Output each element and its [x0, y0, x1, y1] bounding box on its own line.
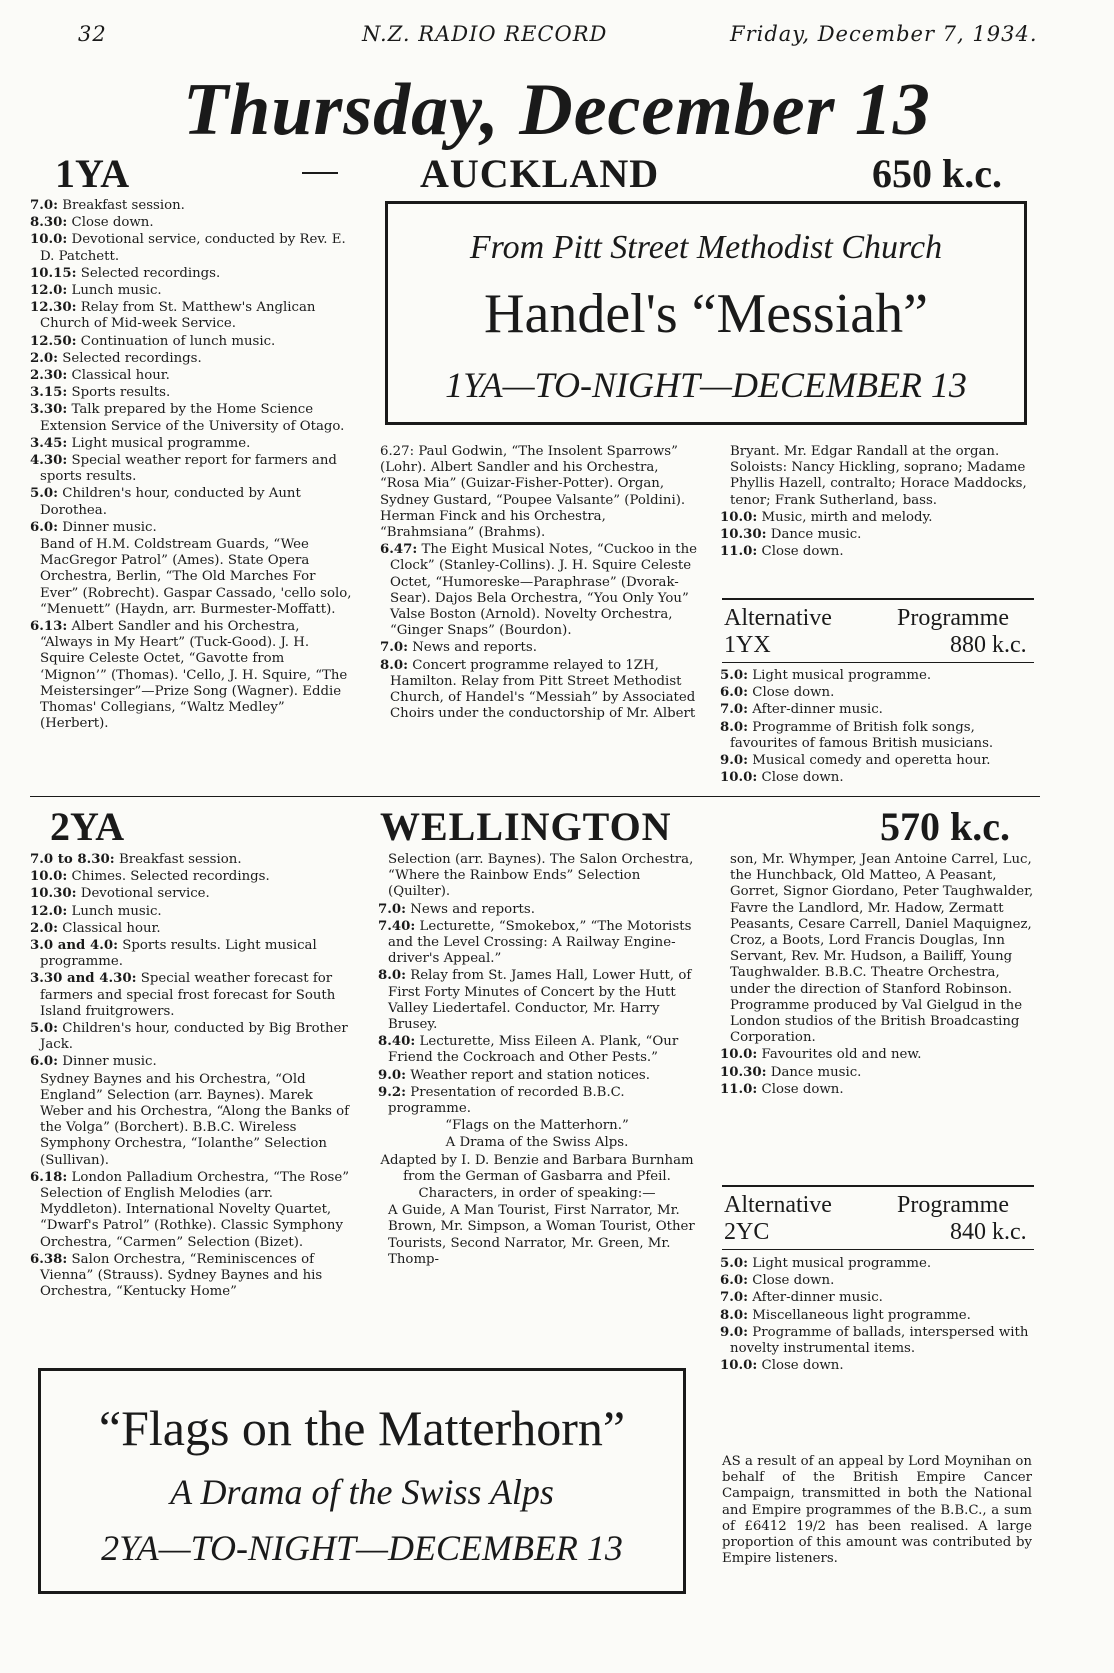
matterhorn-box-line1: “Flags on the Matterhorn” — [98, 1400, 626, 1456]
schedule-desc: Light musical programme. — [752, 668, 932, 683]
dash-rule — [302, 172, 338, 174]
schedule-desc: Sports results. — [71, 385, 171, 401]
schedule-item — [380, 640, 698, 656]
schedule-item — [30, 215, 355, 231]
schedule-desc: Close down. — [752, 1273, 835, 1289]
schedule-time: 10.30: — [720, 1064, 767, 1080]
bbc-appeal-note: AS a result of an appeal by Lord Moynihan on behalf of the British Empire Cancer Campaign, transmitted in both the National and Empire programmes of the B.B.C., a sum of £6412 19/2 has been realised. A large proportion of this amount was contributed by Empire listeners. — [722, 1454, 1032, 1567]
schedule-time: 7.0: — [30, 198, 59, 213]
alt-2yc-bottom-rule — [722, 1249, 1034, 1250]
schedule-item — [720, 702, 1038, 718]
drama-credit-line: Characters, in order of speaking:— — [418, 1186, 656, 1202]
schedule-item — [30, 1170, 355, 1251]
schedule-time: 5.0: — [30, 486, 59, 502]
schedule-desc: Close down. — [761, 1081, 844, 1097]
schedule-item — [30, 334, 355, 350]
schedule-column-1yx — [720, 668, 1038, 787]
schedule-time: 10.30: — [720, 527, 767, 543]
2ya-col2-lead: Selection (arr. Baynes). The Salon Orchestra, “Where the Rainbow Ends” Selection (Quilter). — [388, 852, 694, 900]
schedule-desc: Selected recordings. — [62, 350, 202, 366]
schedule-item — [30, 385, 355, 401]
schedule-desc: Presentation of recorded B.B.C. programme. — [388, 1084, 625, 1117]
alt-2yc-programme: Programme — [897, 1192, 1009, 1218]
alt-1yx-programme: Programme — [897, 605, 1009, 631]
schedule-item — [30, 453, 355, 485]
schedule-item — [30, 619, 355, 732]
schedule-time: 9.0: — [720, 753, 749, 769]
schedule-desc: Classical hour. — [71, 368, 170, 384]
schedule-desc: Dance music. — [770, 1064, 862, 1080]
schedule-item — [720, 770, 1038, 786]
alt-1yx-top-rule — [722, 598, 1034, 600]
schedule-item — [720, 720, 1038, 752]
schedule-desc: Classical hour. — [62, 920, 161, 936]
schedule-time: 3.30 and 4.30: — [30, 971, 137, 987]
schedule-desc: After-dinner music. — [752, 702, 883, 718]
messiah-box-line2: Handel's “Messiah” — [484, 283, 928, 345]
schedule-item — [30, 1021, 355, 1053]
schedule-item — [30, 1054, 355, 1070]
2ya-col3-lead: son, Mr. Whymper, Jean Antoine Carrel, Luc, the Hunchback, Old Matteo, A Peasant, Gorret, Signor Giordano, Peter Taughwalder, Favre the Landlord, Mr. Hadow, Zermatt Peasants, Cesare Carrell, Daniel Maquignez, Croz, a Boots, Lord Francis Douglas, Inn Servant, Rev. Mr. Hudson, a Bailiff, Young Taughwalder. B.B.C. Theatre Orchestra, under the direction of Stanford Robinson. Programme produced by Val Gielgud in the London studios of the British Broadcasting Corporation. — [730, 852, 1034, 1046]
alt-1yx-freq: 880 k.c. — [950, 632, 1027, 658]
dinner-music-list: Band of H.M. Coldstream Guards, “Wee MacGregor Patrol” (Ames). State Opera Orchestra, Berlin, “The Old Marches For Ever” (Robrecht). Gaspar Cassado, 'cello solo, “Menuett” (Haydn, arr. Burmester-Moffatt). — [40, 537, 352, 617]
schedule-desc: Miscellaneous light programme. — [752, 1307, 971, 1323]
schedule-item — [720, 753, 1038, 769]
page-number: 32 — [78, 22, 107, 46]
schedule-item — [30, 300, 355, 332]
schedule-time: 11.0: — [720, 544, 758, 560]
schedule-time: 7.0: — [720, 1290, 749, 1306]
schedule-item — [378, 1085, 696, 1117]
schedule-item — [720, 544, 1038, 560]
drama-credit-line: Adapted by I. D. Benzie and Barbara Burnham from the German of Gasbarra and Pfeil. — [380, 1152, 694, 1184]
schedule-desc: Children's hour, conducted by Aunt Dorothea. — [40, 486, 301, 518]
schedule-time: 10.0: — [720, 509, 758, 525]
1ya-col2-lead: 6.27: Paul Godwin, “The Insolent Sparrows” (Lohr). Albert Sandler and his Orchestra, “Rosa Mia” (Guizar-Fisher-Potter). Organ, Sydney Gustard, “Poupee Valsante” (Poldini). Herman Finck and his Orchestra, “Brahmsiana” (Brahms). — [380, 444, 686, 541]
schedule-item — [720, 510, 1038, 526]
schedule-time: 5.0: — [720, 1256, 749, 1271]
alt-1yx-call: 1YX — [724, 632, 771, 658]
alt-2yc-call: 2YC — [724, 1219, 770, 1245]
schedule-item — [380, 658, 698, 723]
schedule-time: 7.0: — [378, 901, 407, 917]
schedule-desc: Lunch music. — [71, 283, 162, 299]
alt-1yx-bottom-rule — [722, 662, 1034, 663]
schedule-desc: Special weather forecast for farmers and special frost forecast for South Island fruitgrowers. — [40, 971, 336, 1019]
schedule-desc: Programme of British folk songs, favourites of famous British musicians. — [730, 719, 994, 751]
schedule-item — [30, 886, 355, 902]
schedule-time: 10.0: — [720, 1358, 758, 1374]
drama-characters: A Guide, A Man Tourist, First Narrator, Mr. Brown, Mr. Simpson, a Woman Tourist, Other Tourists, Second Narrator, Mr. Green, Mr. Thomp- — [388, 1203, 695, 1267]
schedule-desc: Close down. — [752, 685, 835, 701]
schedule-time: 9.2: — [378, 1084, 407, 1100]
schedule-time: 10.0: — [720, 1047, 758, 1063]
schedule-item — [30, 486, 355, 518]
schedule-item — [30, 351, 355, 367]
schedule-item — [720, 1256, 1038, 1272]
schedule-time: 2.0: — [30, 920, 59, 936]
schedule-time: 3.45: — [30, 435, 68, 451]
alt-1yx-label: Alternative — [724, 605, 832, 631]
schedule-desc: Salon Orchestra, “Reminiscences of Vienna” (Strauss). Sydney Baynes and his Orchestra, “Kentucky Home” — [40, 1251, 323, 1300]
1ya-col3-lead: Bryant. Mr. Edgar Randall at the organ. Soloists: Nancy Hickling, soprano; Madame Phyllis Hazell, contralto; Horace Maddocks, tenor; Frank Sutherland, bass. — [730, 444, 1027, 508]
schedule-item — [30, 283, 355, 299]
schedule-item — [378, 1068, 696, 1084]
schedule-item — [720, 1047, 1038, 1063]
schedule-item — [30, 921, 355, 937]
schedule-time: 6.0: — [720, 1273, 749, 1289]
issue-date: Friday, December 7, 1934. — [730, 22, 1038, 46]
schedule-time: 3.30: — [30, 402, 68, 418]
schedule-desc: Sports results. Light musical programme. — [40, 938, 317, 970]
schedule-item — [720, 1290, 1038, 1306]
schedule-desc: Continuation of lunch music. — [80, 333, 276, 349]
schedule-item — [30, 198, 355, 214]
schedule-item — [378, 919, 696, 968]
schedule-desc: Dinner music. — [62, 519, 157, 535]
schedule-item — [378, 902, 696, 918]
schedule-desc: Light musical programme. — [71, 435, 251, 451]
schedule-column-2yc — [720, 1256, 1038, 1375]
schedule-column-2ya-3 — [720, 852, 1038, 1099]
publication-name: N.Z. RADIO RECORD — [362, 22, 608, 46]
schedule-item — [720, 1325, 1038, 1357]
schedule-item — [30, 520, 355, 536]
matterhorn-box-line3: 2YA—TO-NIGHT—DECEMBER 13 — [101, 1528, 623, 1568]
schedule-desc: Chimes. Selected recordings. — [71, 869, 270, 885]
schedule-time: 8.40: — [378, 1034, 416, 1050]
schedule-time: 10.0: — [720, 770, 758, 786]
schedule-item — [30, 436, 355, 452]
schedule-time: 6.47: — [380, 542, 418, 558]
schedule-item — [30, 232, 355, 264]
schedule-desc: Special weather report for farmers and sports results. — [40, 453, 337, 485]
schedule-item — [380, 542, 698, 639]
schedule-desc: News and reports. — [412, 640, 537, 656]
station-call-1ya: 1YA — [55, 151, 130, 196]
schedule-desc: Weather report and station notices. — [410, 1067, 650, 1083]
schedule-time: 5.0: — [30, 1021, 59, 1037]
schedule-time: 2.30: — [30, 368, 68, 384]
schedule-time: 12.50: — [30, 333, 77, 349]
schedule-desc: Favourites old and new. — [761, 1047, 922, 1063]
schedule-item — [720, 527, 1038, 543]
schedule-time: 4.30: — [30, 453, 68, 469]
schedule-time: 8.0: — [720, 719, 749, 735]
schedule-desc: News and reports. — [410, 901, 535, 917]
schedule-time: 2.0: — [30, 350, 59, 366]
schedule-time: 12.0: — [30, 903, 68, 919]
schedule-desc: Devotional service, conducted by Rev. E. D. Patchett. — [40, 232, 346, 264]
schedule-desc: Devotional service. — [80, 886, 210, 902]
schedule-item — [30, 368, 355, 384]
schedule-time: 8.0: — [380, 657, 409, 673]
schedule-time: 5.0: — [720, 668, 749, 683]
schedule-desc: Musical comedy and operetta hour. — [752, 753, 991, 769]
schedule-item — [30, 971, 355, 1020]
schedule-desc: Albert Sandler and his Orchestra, “Always in My Heart” (Tuck-Good). J. H. Squire Celeste Octet, “Gavotte from ‘Mignon’” (Thomas). 'Cello, J. H. Squire, “The Meistersinger”—Prize Song (Wagner). Eddie Thomas' Collegians, “Waltz Medley” (Herbert). — [40, 619, 348, 732]
station-city-auckland: AUCKLAND — [420, 151, 660, 196]
schedule-desc: Music, mirth and melody. — [761, 509, 933, 525]
schedule-desc: Lunch music. — [71, 903, 162, 919]
alt-2yc-top-rule — [722, 1185, 1034, 1187]
schedule-desc: Breakfast session. — [62, 198, 185, 213]
schedule-column-1ya-1 — [30, 198, 355, 734]
schedule-desc: Lecturette, “Smokebox,” “The Motorists and the Level Crossing: A Railway Engine-driver's Appeal.” — [388, 918, 692, 967]
schedule-time: 11.0: — [720, 1081, 758, 1097]
schedule-desc: Programme of ballads, interspersed with novelty instrumental items. — [730, 1324, 1029, 1357]
schedule-desc: After-dinner music. — [752, 1290, 883, 1306]
schedule-item — [720, 685, 1038, 701]
schedule-time: 10.30: — [30, 886, 77, 902]
schedule-time: 12.30: — [30, 300, 77, 316]
dinner-music-list: Sydney Baynes and his Orchestra, “Old England” Selection (arr. Baynes). Marek Weber and his Orchestra, “Along the Banks of the Volga” (Borchert). B.B.C. Wireless Symphony Orchestra, “Iolanthe” Selection (Sullivan). — [40, 1071, 350, 1168]
station-call-2ya: 2YA — [50, 804, 125, 849]
schedule-desc: Relay from St. Matthew's Anglican Church of Mid-week Service. — [40, 300, 316, 332]
schedule-time: 7.0: — [380, 640, 409, 656]
drama-credit-line: “Flags on the Matterhorn.” — [445, 1118, 629, 1134]
schedule-item — [30, 852, 355, 868]
schedule-desc: Lecturette, Miss Eileen A. Plank, “Our Friend the Cockroach and Other Pests.” — [388, 1034, 679, 1066]
schedule-column-2ya-2 — [378, 852, 696, 1269]
schedule-item — [30, 904, 355, 920]
schedule-desc: Close down. — [71, 215, 154, 231]
schedule-desc: Dinner music. — [62, 1054, 157, 1070]
schedule-desc: Breakfast session. — [118, 852, 242, 867]
schedule-desc: Talk prepared by the Home Science Extension Service of the University of Otago. — [40, 402, 345, 434]
schedule-item — [720, 1082, 1038, 1098]
schedule-desc: The Eight Musical Notes, “Cuckoo in the Clock” (Stanley-Collins). J. H. Squire Celeste Octet, “Humoreske—Paraphrase” (Dvorak-Sear). Dajos Bela Orchestra, “You Only You” Valse Boston (Arnold). Novelty Orchestra, “Ginger Snaps” (Bourdon). — [390, 542, 698, 639]
schedule-item — [30, 266, 355, 282]
schedule-time: 7.40: — [378, 918, 416, 934]
schedule-desc: Concert programme relayed to 1ZH, Hamilton. Relay from Pitt Street Methodist Church, of Handel's “Messiah” by Associated Choirs under the conductorship of Mr. Albert — [390, 657, 696, 722]
schedule-column-1ya-3 — [720, 444, 1038, 561]
schedule-time: 6.0: — [720, 685, 749, 701]
schedule-time: 10.15: — [30, 265, 77, 281]
schedule-item — [720, 668, 1038, 684]
schedule-item — [30, 869, 355, 885]
schedule-time: 10.0: — [30, 232, 68, 248]
schedule-item — [720, 1273, 1038, 1289]
schedule-desc: London Palladium Orchestra, “The Rose” Selection of English Melodies (arr. Myddleton). International Novelty Quartet, “Dwarf's Patrol” (Rothke). Classic Symphony Orchestra, “Carmen” Selection (Bizet). — [40, 1169, 349, 1250]
drama-credit-line: A Drama of the Swiss Alps. — [445, 1135, 629, 1151]
schedule-item — [378, 968, 696, 1033]
schedule-time: 6.38: — [30, 1251, 68, 1267]
schedule-item — [720, 1308, 1038, 1324]
schedule-desc: Light musical programme. — [752, 1256, 932, 1271]
schedule-time: 12.0: — [30, 283, 68, 299]
schedule-item — [720, 1358, 1038, 1374]
station-freq-1ya: 650 k.c. — [872, 151, 1002, 196]
schedule-time: 8.30: — [30, 215, 68, 231]
schedule-item — [30, 402, 355, 434]
schedule-desc: Children's hour, conducted by Big Brother Jack. — [40, 1021, 348, 1053]
alt-2yc-freq: 840 k.c. — [950, 1219, 1027, 1245]
schedule-item — [378, 1034, 696, 1066]
schedule-desc: Close down. — [761, 544, 844, 560]
schedule-column-1ya-2 — [380, 444, 698, 723]
schedule-column-2ya-1 — [30, 852, 355, 1301]
alt-2yc-label: Alternative — [724, 1192, 832, 1218]
station-freq-2ya: 570 k.c. — [880, 804, 1010, 849]
schedule-desc: Close down. — [761, 770, 844, 786]
schedule-desc: Close down. — [761, 1358, 844, 1374]
messiah-box-line1: From Pitt Street Methodist Church — [469, 229, 943, 266]
schedule-desc: Selected recordings. — [80, 265, 221, 281]
schedule-time: 6.18: — [30, 1169, 68, 1185]
matterhorn-announcement-box — [38, 1368, 686, 1594]
schedule-time: 9.0: — [720, 1324, 749, 1340]
schedule-time: 6.0: — [30, 519, 59, 535]
schedule-item — [30, 938, 355, 970]
schedule-time: 3.0 and 4.0: — [30, 938, 119, 954]
station-city-wellington: WELLINGTON — [380, 804, 672, 849]
schedule-time: 3.15: — [30, 385, 68, 401]
schedule-time: 8.0: — [378, 968, 407, 984]
messiah-announcement-box — [385, 201, 1027, 425]
schedule-desc: Relay from St. James Hall, Lower Hutt, of First Forty Minutes of Concert by the Hutt Valley Liedertafel. Conductor, Mr. Harry Brusey. — [388, 968, 692, 1033]
schedule-time: 7.0: — [720, 702, 749, 718]
day-title: Thursday, December 13 — [183, 69, 931, 151]
schedule-time: 6.0: — [30, 1054, 59, 1070]
messiah-box-line3: 1YA—TO-NIGHT—DECEMBER 13 — [445, 365, 967, 405]
schedule-time: 6.13: — [30, 619, 68, 635]
schedule-time: 7.0 to 8.30: — [30, 852, 115, 867]
schedule-item — [720, 1065, 1038, 1081]
schedule-desc: Dance music. — [770, 527, 862, 543]
station-divider — [30, 796, 1040, 797]
schedule-time: 9.0: — [378, 1067, 407, 1083]
schedule-item — [30, 1252, 355, 1301]
schedule-time: 10.0: — [30, 869, 68, 885]
schedule-time: 8.0: — [720, 1307, 749, 1323]
matterhorn-box-line2: A Drama of the Swiss Alps — [170, 1472, 554, 1512]
